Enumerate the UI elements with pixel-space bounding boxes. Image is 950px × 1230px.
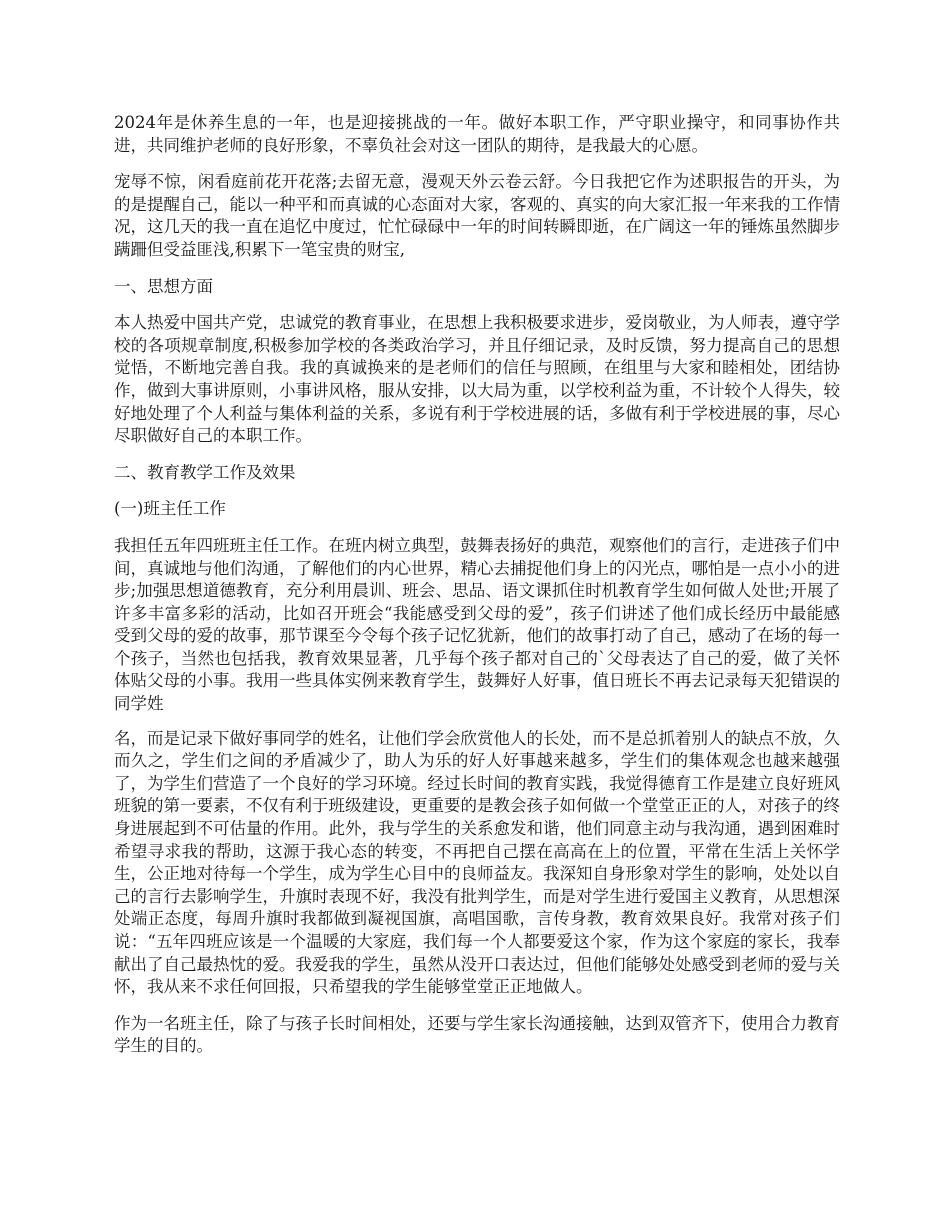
section-heading-thought: 一、思想方面 <box>114 276 213 296</box>
class-teacher-continued-paragraph: 名，而是记录下做好事同学的姓名，让他们学会欣赏他人的长处，而不是总抓着别人的缺点不放，久而久之，学生们之间的矛盾减少了，助人为乐的好人好事越来越多，学生们的集体观念也越来越强了，为学生们营造了一个良好的学习环境。经过长时间的教育实践，我觉得德育工作是建立良好班风班貌的第一要素，不仅有利于班级建设，更重要的是教会孩子如何做一个堂堂正正的人，对孩子的终身进展起到不可估量的作用。此外，我与学生的关系愈发和谐，他们同意主动与我沟通，遇到困难时希望寻求我的帮助，这源于我心态的转变，不再把自己摆在高高在上的位置，平常在生活上关怀学生，公正地对待每一个学生，成为学生心目中的良师益友。我深知自身形象对学生的影响，处处以自己的言行去影响学生，升旗时表现不好，我没有批判学生，而是对学生进行爱国主义教育，从思想深处端正态度，每周升旗时我都做到凝视国旗，高唱国歌，言传身教，教育效果良好。我常对孩子们说：“五年四班应该是一个温暖的大家庭，我们每一个人都要爱这个家，作为这个家庭的家长，我奉献出了自己最热忱的爱。我爱我的学生，虽然从没开口表达过，但他们能够处处感受到老师的爱与关怀，我从来不求任何回报，只希望我的学生能够堂堂正正地做人。 <box>114 728 840 997</box>
document-body <box>114 112 840 1072</box>
parent-communication-paragraph: 作为一名班主任，除了与孩子长时间相处，还要与学生家长沟通接触，达到双管齐下，使用合力教育学生的目的。 <box>114 1013 840 1056</box>
subsection-heading-class-teacher: (一)班主任工作 <box>114 499 226 519</box>
thought-paragraph: 本人热爱中国共产党，忠诚党的教育事业，在思想上我积极要求进步，爱岗敬业，为人师表，遵守学校的各项规章制度,积极参加学校的各类政治学习，并且仔细记录，及时反馈，努力提高自己的思想觉悟，不断地完善自我。我的真诚换来的是老师们的信任与照顾，在组里与大家和睦相处，团结协作，做到大事讲原则，小事讲风格，服从安排，以大局为重，以学校利益为重，不计较个人得失，较好地处理了个人利益与集体利益的关系，多说有利于学校进展的话，多做有利于学校进展的事，尽心尽职做好自己的本职工作。 <box>114 313 840 446</box>
opening-paragraph: 宠辱不惊，闲看庭前花开花落;去留无意，漫观天外云卷云舒。今日我把它作为述职报告的开头，为的是提醒自己，能以一种平和而真诚的心态面对大家，客观的、真实的向大家汇报一年来我的工作情况，这几天的我一直在追忆中度过，忙忙碌碌中一年的时间转瞬即逝，在广阔这一年的锤炼虽然脚步蹒跚但受益匪浅,积累下一笔宝贵的财宝, <box>114 172 840 259</box>
intro-paragraph: 2024年是休养生息的一年，也是迎接挑战的一年。做好本职工作，严守职业操守，和同事协作共进，共同维护老师的良好形象，不辜负社会对这一团队的期待，是我最大的心愿。 <box>114 113 840 155</box>
class-teacher-paragraph: 我担任五年四班班主任工作。在班内树立典型，鼓舞表扬好的典范，观察他们的言行，走进孩子们中间，真诚地与他们沟通，了解他们的内心世界，精心去捕捉他们身上的闪光点，哪怕是一点小小的进步;加强思想道德教育，充分利用晨训、班会、思品、语文课抓住时机教育学生如何做人处世;开展了许多丰富多彩的活动，比如召开班会“我能感受到父母的爱”，孩子们讲述了他们成长经历中最能感受到父母的爱的故事，那节课至今令每个孩子记忆犹新，他们的故事打动了自己，感动了在场的每一个孩子，当然也包括我，教育效果显著，几乎每个孩子都对自己的`父母表达了自己的爱，做了关怀体贴父母的小事。我用一些具体实例来教育学生，鼓舞好人好事，值日班长不再去记录每天犯错误的同学姓 <box>114 535 840 714</box>
section-heading-teaching: 二、教育教学工作及效果 <box>114 462 296 482</box>
